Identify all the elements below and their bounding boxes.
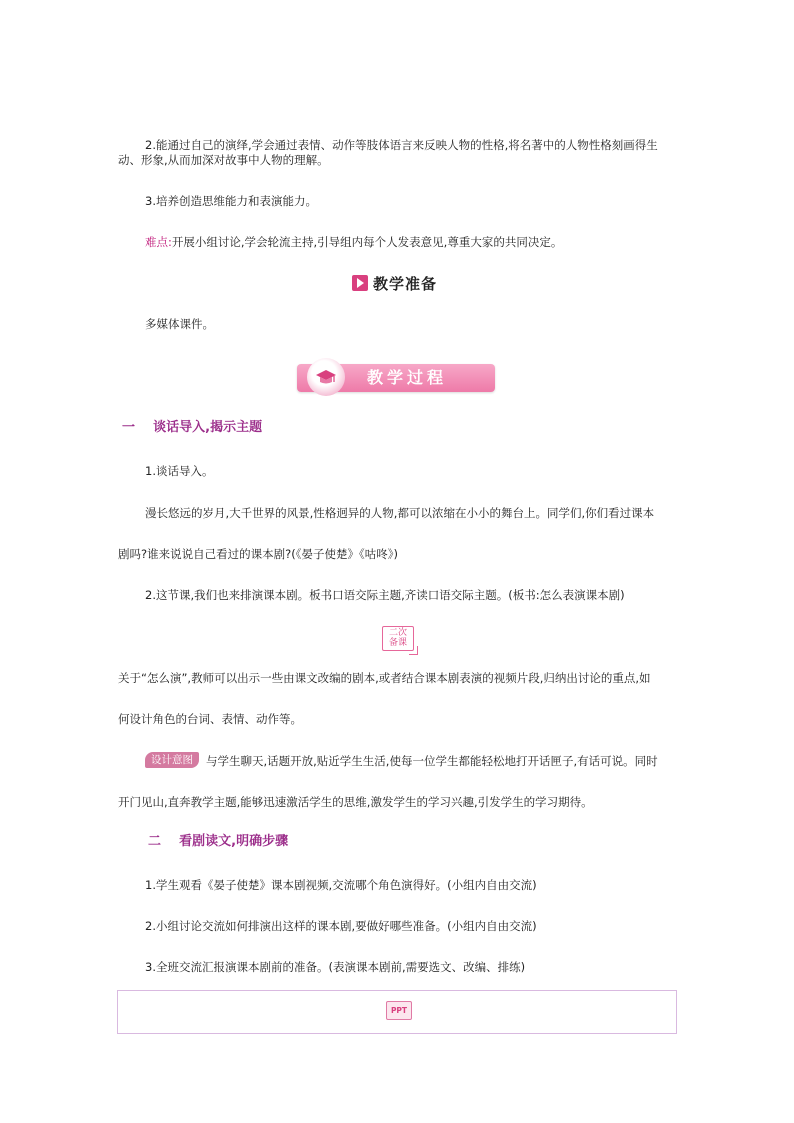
section-1-title: 谈话导入,揭示主题: [153, 420, 263, 435]
section-1-item-2: 2.这节课,我们也来排演课本剧。板书口语交际主题,齐读口语交际主题。(板书:怎么表演课本剧): [145, 588, 625, 602]
ppt-box: [117, 990, 677, 1034]
objective-3: 3.培养创造思维能力和表演能力。: [145, 194, 317, 208]
pink-bookmark-icon: [352, 275, 368, 291]
section-1-para-1a: 漫长悠远的岁月,大千世界的风景,性格迥异的人物,都可以浓缩在小小的舞台上。同学们,你们看过课本: [145, 506, 655, 520]
design-intent-line-1: 与学生聊天,话题开放,贴近学生生活,使每一位学生都能轻松地打开话匣子,有话可说。同时: [206, 754, 658, 768]
ppt-icon: PPT: [386, 1001, 412, 1020]
note-line-1: 关于“怎么演”,教师可以出示一些由课文改编的剧本,或者结合课本剧表演的视频片段,归纳出讨论的重点,如: [118, 671, 651, 685]
section-1-para-1b: 剧吗?谁来说说自己看过的课本剧?(《晏子使楚》《咕咚》): [118, 547, 398, 561]
objective-2-line2: 动、形象,从而加深对故事中人物的理解。: [118, 153, 329, 167]
revision-stamp-icon: [382, 626, 414, 651]
design-intent-line-2: 开门见山,直奔教学主题,能够迅速激活学生的思维,激发学生的学习兴趣,引发学生的学习期待。: [118, 795, 593, 809]
section-1-number: 一: [122, 420, 136, 435]
stamp-line-1: 二次: [388, 628, 407, 638]
prep-heading-text: 教学准备: [373, 274, 438, 293]
section-2-item-2: 2.小组讨论交流如何排演出这样的课本剧,要做好哪些准备。(小组内自由交流): [145, 919, 537, 933]
section-1-item-1: 1.谈话导入。: [145, 464, 214, 478]
difficulty-label: 难点:: [145, 235, 172, 249]
note-line-2: 何设计角色的台词、表情、动作等。: [118, 712, 302, 726]
difficulty-paragraph: [145, 234, 562, 250]
section-2-number: 二: [148, 834, 162, 849]
prep-heading: [352, 272, 437, 294]
design-intent-badge: 设计意图: [145, 752, 199, 768]
section-2-item-3: 3.全班交流汇报演课本剧前的准备。(表演课本剧前,需要选文、改编、排练): [145, 960, 526, 974]
difficulty-text: 开展小组讨论,学会轮流主持,引导组内每个人发表意见,尊重大家的共同决定。: [171, 235, 563, 249]
section-2-item-1: 1.学生观看《晏子使楚》课本剧视频,交流哪个角色演得好。(小组内自由交流): [145, 878, 537, 892]
objective-2-line1: 2.能通过自己的演绎,学会通过表情、动作等肢体语言来反映人物的性格,将名著中的人物性格刻画得生: [145, 138, 658, 152]
process-banner: [297, 364, 495, 392]
graduation-cap-icon: [307, 358, 345, 396]
section-2-title: 看剧读文,明确步骤: [179, 834, 289, 849]
prep-text: 多媒体课件。: [145, 317, 214, 331]
process-banner-text: 教学过程: [367, 368, 448, 387]
stamp-line-2: 备课: [388, 638, 407, 648]
section-1-heading: [122, 420, 262, 436]
section-2-heading: [148, 834, 288, 850]
